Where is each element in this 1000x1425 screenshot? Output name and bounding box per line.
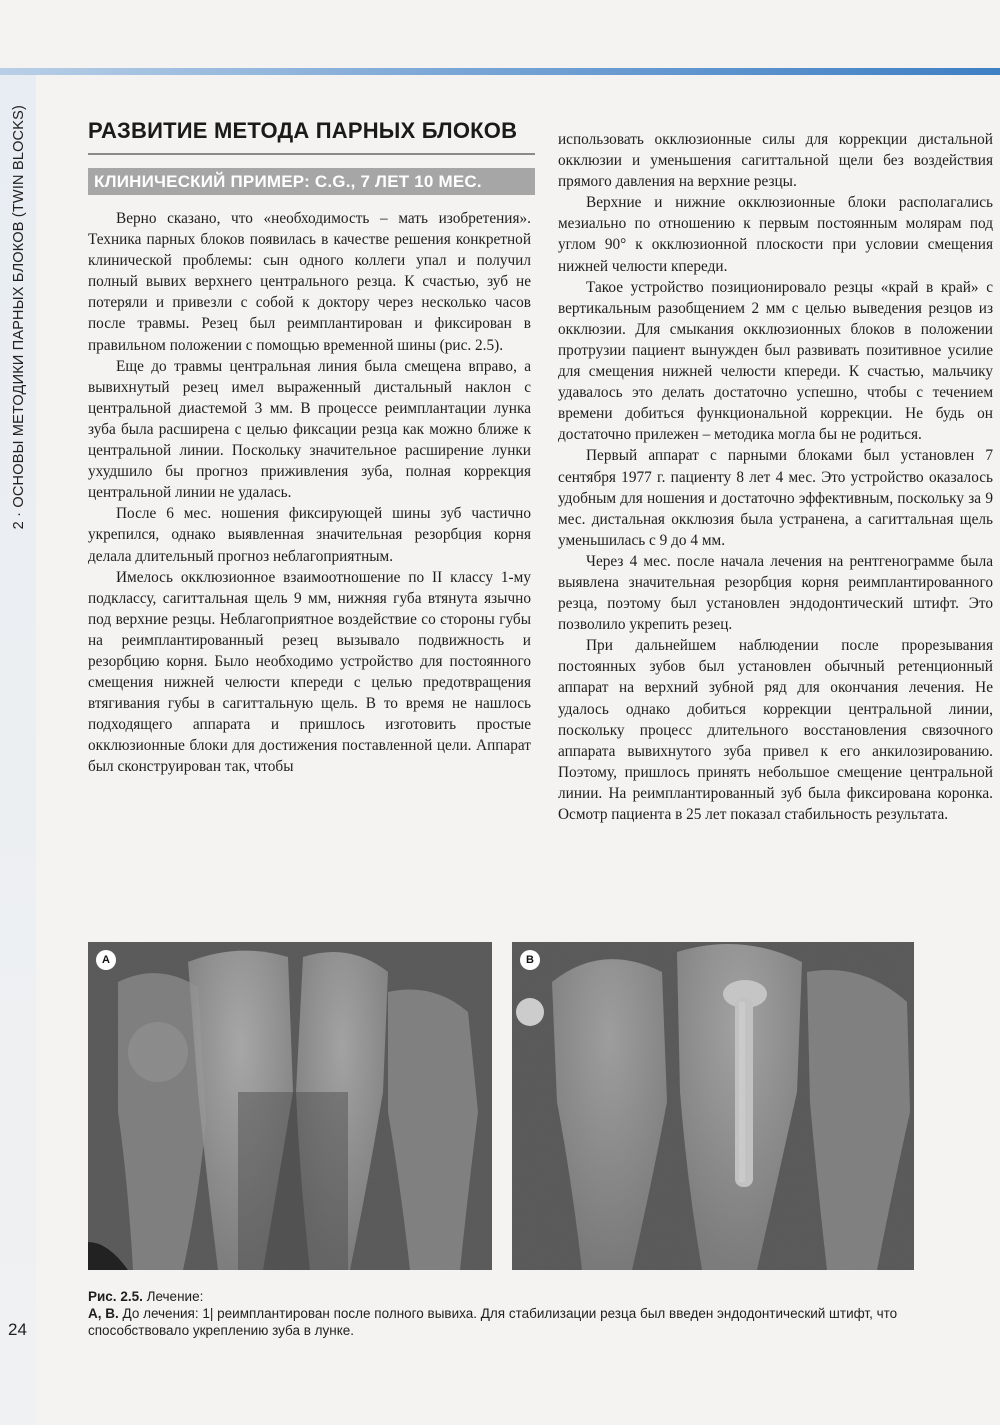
- paragraph: Имелось окклюзионное взаимоотношение по II классу 1-му подклассу, сагиттальная щель 9 мм, нижняя губа втянута язычно под верхние резцы. Неблагоприятное воздействие со стороны губы на реимплантированный резец вызывало подвижность и резорбцию корня. Было необходимо устройство для постоянного смещения нижней челюсти кпереди с целью предотвращения втягивания губы в сагиттальную щель. В то время не нашлось подходящего аппарата и пришлось изготовить простые окклюзионные блоки для достижения поставленной цели. Аппарат был сконструирован так, чтобы: [88, 568, 531, 776]
- top-accent-bar: [0, 68, 1000, 75]
- caption-panels-text: До лечения: 1| реимплантирован после полного вывиха. Для стабилизации резца был введен эндодонтический штифт, что способствовало укреплению зуба в лунке.: [88, 1306, 898, 1338]
- paragraph: Еще до травмы центральная линия была смещена вправо, а вывихнутый резец имел выраженный дистальный наклон с центральной диастемой 3 мм. В процессе реимплантации лунка зуба была расширена с целью фиксации резца как можно ближе к центральной линии. Поскольку значительное расширение лунки ухудшило бы прогноз приживления зуба, полная коррекция центральной линии не удалась.: [88, 357, 531, 502]
- running-head: [2, 105, 36, 635]
- running-head-text: 2 · ОСНОВЫ МЕТОДИКИ ПАРНЫХ БЛОКОВ (TWIN BLOCKS): [11, 105, 27, 530]
- paragraph: Верхние и нижние окклюзионные блоки располагались мезиально по отношению к первым постоянным молярам под углом 90° к окклюзионной плоскости при условии смещения нижней челюсти кпереди.: [558, 194, 993, 275]
- caption-figure-title: Лечение:: [146, 1289, 204, 1304]
- page-number: 24: [8, 1320, 27, 1339]
- paragraph: Первый аппарат с парными блоками был установлен 7 сентября 1977 г. пациенту 8 лет 4 мес. Это устройство оказалось удобным для ношения и достаточно эффективным, поскольку за 9 мес. дистальная окклюзия была устранена, а сагиттальная щель уменьшилась с 9 до 4 мм.: [558, 447, 993, 549]
- caption-panels-ref: А, В.: [88, 1306, 119, 1321]
- radiograph-a: [88, 942, 492, 1270]
- section-title: РАЗВИТИЕ МЕТОДА ПАРНЫХ БЛОКОВ: [88, 118, 518, 143]
- paragraph-continued: использовать окклюзионные силы для коррекции дистальной окклюзии и уменьшения сагиттальной щели без воздействия прямого давления на верхние резцы.: [558, 131, 993, 191]
- paragraph: Через 4 мес. после начала лечения на рентгенограмме была выявлена значительная резорбция корня реимплантированного резца, поэтому был установлен эндодонтический штифт. Это позволило укрепить резец.: [558, 552, 993, 634]
- caption-figure-ref: Рис. 2.5.: [88, 1289, 143, 1304]
- caption-line-1: [88, 1288, 988, 1305]
- right-text-column: [558, 129, 993, 825]
- paragraph: Верно сказано, что «необходимость – мать изобретения». Техника парных блоков появилась в качестве решения конкретной клинической проблемы: сын одного коллеги упал и получил полный вывих верхнего центрального резца. К счастью, зуб не потеряли и привезли с собой к доктору через несколько часов после травмы. Резец был реимплантирован и фиксирован в правильном положении с помощью временной шины (рис. 2.5).: [88, 210, 531, 354]
- figure-label-a: A: [96, 950, 116, 970]
- radiograph-a-image: [88, 942, 492, 1270]
- case-title-bar: КЛИНИЧЕСКИЙ ПРИМЕР: C.G., 7 ЛЕТ 10 МЕС.: [88, 168, 535, 195]
- figure-caption: [88, 1288, 988, 1339]
- title-rule: [88, 153, 535, 155]
- paragraph: После 6 мес. ношения фиксирующей шины зуб частично укрепился, однако выявленная значительная резорбция корня делала длительный прогноз неблагоприятным.: [88, 505, 531, 565]
- left-text-column: [88, 208, 531, 778]
- paragraph: Такое устройство позиционировало резцы «край в край» с вертикальным разобщением 2 мм с целью выведения резцов из окклюзии. Для смыкания окклюзионных блоков в положении протрузии пациент вынужден был развивать позитивное усилие для смещения нижней челюсти кпереди. К счастью, мальчику удавалось это делать достаточно успешно, чтобы с течением времени добиться функциональной коррекции. Не будь он достаточно прилежен – методика могла бы не родиться.: [558, 278, 993, 444]
- figure-label-b: B: [520, 950, 540, 970]
- paragraph: При дальнейшем наблюдении после прорезывания постоянных зубов был установлен обычный ретенционный аппарат на верхний зубной ряд для окончания лечения. Не удалось однако добиться коррекции центральной линии, поскольку процесс длительного восстановления связочного аппарата вывихнутого зуба привел к его анкилозированию. Поэтому, пришлось принять небольшое смещение центральной линии. На реимплантированный зуб была фиксирована коронка. Осмотр пациента в 25 лет показал стабильность результата.: [558, 637, 993, 823]
- radiograph-b: [512, 942, 914, 1270]
- radiograph-b-image: [512, 942, 914, 1270]
- caption-line-2: [88, 1305, 988, 1339]
